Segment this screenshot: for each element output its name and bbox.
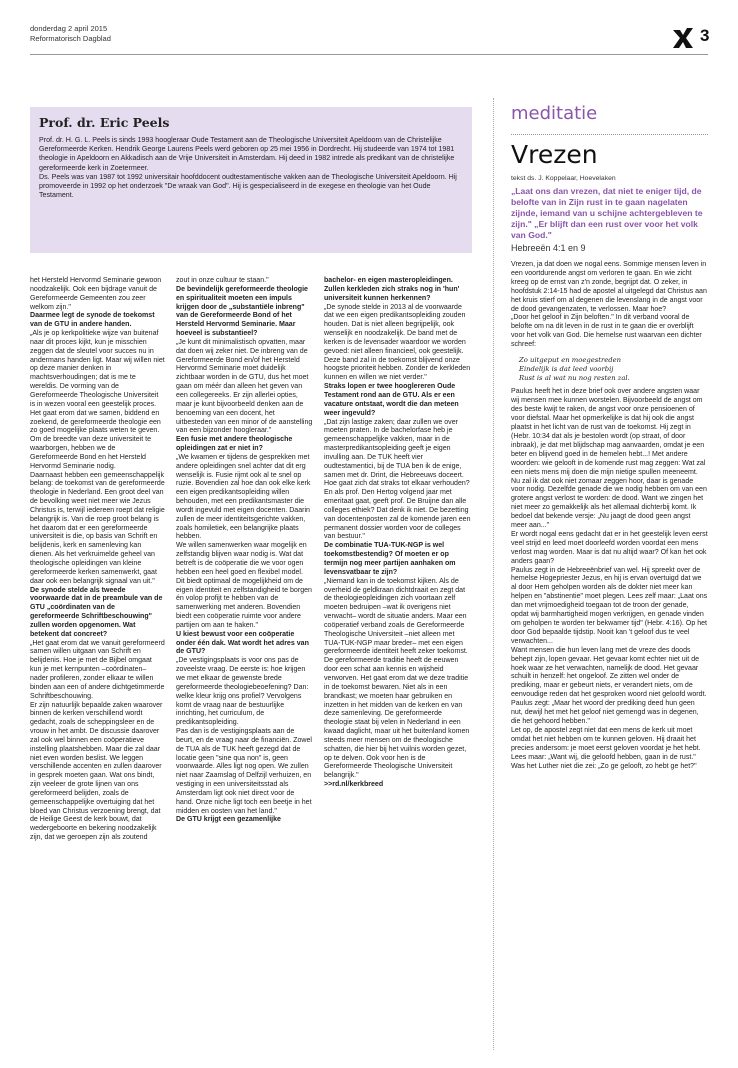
bio-box bbox=[30, 107, 472, 253]
poem-line: Zo uitgeput en moegestreden bbox=[519, 356, 621, 365]
article-column-1 bbox=[30, 277, 165, 843]
interview-question: U kiest bewust voor een coöperatie onder één dak. Wat wordt het adres van de GTU? bbox=[176, 630, 309, 656]
paragraph: Er wordt nogal eens gedacht dat er in het geestelijk leven eerst veel strijd en leed moet doorleefd worden voordat een mens verlost mag worden. Maar is dat nu altijd waar? Of kan het ook anders gaan? bbox=[511, 530, 708, 565]
bio-paragraph: Ds. Peels was van 1987 tot 1992 universitair hoofddocent oudtestamentische vakken aan de Theologische Universiteit Apeldoorn. Hij promoveerde in 1992 op het onderzoek "De wraak van God". Hij is gespecialiseerd in de exegese en theologie van het Oude Testament. bbox=[39, 172, 457, 200]
meditation-title: Vrezen bbox=[511, 140, 598, 169]
paragraph: Let op, de apostel zegt niet dat een mens de kerk uit moet omdat het niet hebben om te kunnen geloven. Hij draait het precies andersom: je moet eerst geloven voordat je het hebt. Lees maar: „Want wij, die geloofd hebben, gaan in de rust." Was het Luther niet die zei: „Zo ge gelooft, zo hebt ge het?" bbox=[511, 726, 701, 770]
rd-logo-icon bbox=[672, 27, 694, 49]
article-paragraph: Er zijn natuurlijk bepaalde zaken waarover binnen de kerken verschillend wordt gedacht, zoals de scheppingsleer en de vrouw in het ambt. De discussie daarover zal ook wel binnen een coöperatieve instelling plaatshebben. Maar die zal daar niet even worden beslist. We leggen verschillende accenten en zullen daarover in gesprek moeten gaan. Wat ons bindt, zijn veeleer de grote lijnen van ons gereformeerd belijden, zoals de gemeenschappelijke overtuiging dat het bloed van Christus verzoening brengt, dat de Heilige Geest de kerk bouwt, dat wedergeboorte en bekering noodzakelijk zijn, dat we geroepen zijn als zoutend bbox=[30, 701, 163, 842]
newspaper-name: Reformatorisch Dagblad bbox=[30, 34, 111, 43]
article-paragraph: zout in onze cultuur te staan." bbox=[176, 277, 269, 284]
meditation-body bbox=[511, 261, 708, 771]
article-column-3 bbox=[324, 277, 472, 790]
paragraph: Vrezen, ja dat doen we nogal eens. Sommige mensen leven in een voortdurende angst om verloren te gaan. En wie zicht kreeg op de ernst van z'n zonde, begrijpt dat. O zeker, in hoofdstuk 2:14-15 had de apostel al uitgelegd dat Christus aan het kruis stierf om al degenen die levenslang in de angst voor de dood gevangenzaten, te verlossen. Maar hoe? bbox=[511, 261, 707, 313]
meditation-section bbox=[511, 104, 708, 771]
article-paragraph: „Je kunt dit minimalistisch opvatten, maar dat doen wij zeker niet. De inbreng van de Gereformeerde Bond en/of het Hersteld Hervormd Seminarie moet duidelijk zichtbaar worden in de GTU, dus het moet gaan om méér dan alleen het geven van een collegereeks. Er zijn allerlei opties, maar je kunt bijvoorbeeld denken aan de benoeming van een docent, het uitbesteden van een minor of de aanstelling van een bijzonder hoogleraar." bbox=[176, 338, 313, 435]
section-divider bbox=[511, 134, 708, 135]
article-paragraph: Daarnaast hebben een gemeenschappelijk belang: de toekomst van de gereformeerde theologie in Nederland. Een groot deel van de bevolking weet niet meer wie Jezus Christus is, terwijl iedereen roept dat religie belangrijk is. Van die roep groot belang is het daarom dat er een gereformeerde universiteit is die, op basis van Schrift en belijdenis, kerk en samenleving kan dienen. Als het verkruimelde geheel van theologische opleidingen van kleine gereformeerde kerken samenwerkt, gaat daar ook een belangrijk signaal van uit." bbox=[30, 471, 165, 585]
article-paragraph: Pas dan is de vestigingsplaats aan de beurt, en de vraag naar de financiën. Zowel de TUA als de TUK heeft gezegd dat de locatie geen "sine qua non" is, geen voorwaarde. Alles ligt nog open. We zullen niet naar Zaamslag of Delfzijl verhuizen, en vestiging in een universiteitsstad als Amsterdam ligt ook niet direct voor de hand. Onze niche ligt toch een beetje in het midden en oosten van het land." bbox=[176, 728, 312, 815]
issue-date: donderdag 2 april 2015 bbox=[30, 24, 108, 33]
interview-question: bachelor- en eigen masteropleidingen. Zullen kerkleden zich straks nog in 'hun' universiteit kunnen herkennen? bbox=[324, 277, 460, 302]
bible-reference: Hebreeën 4:1 en 9 bbox=[511, 243, 586, 253]
interview-question: Straks lopen er twee hooglereren Oude Testament rond aan de GTU. Als er een vacature ontstaat, wordt die dan meteen weer ingevuld? bbox=[324, 383, 459, 417]
interview-question: Een fusie met andere theologische opleidingen zat er niet in? bbox=[176, 436, 293, 453]
page-number: 3 bbox=[700, 26, 710, 45]
article-paragraph: „Niemand kan in de toekomst kijken. Als de overheid de geldkraan dichtdraait en zegt dat de theologieopleidingen zich voortaan zelf moeten bedruipen –wat ik overigens niet verwacht– wordt de situatie anders. Maar een coöperatief verband zoals de Gereformeerde Theologische Universiteit –niet alleen met TUA-TUK-NGP maar breder– met een eigen gereformeerde identiteit heeft zeker toekomst. bbox=[324, 577, 468, 656]
article-paragraph: „We kwamen er tijdens de gesprekken met andere opleidingen snel achter dat dit erg wenselijk is. Fusie rijmt ook al te snel op ruzie. Bovendien zal hoe dan ook elke kerk een eigen predikantsopleiding willen behouden, met een predikantsmaster die wordt ingevuld met eigen docenten. Daarin zullen de meer identiteitsgerichte vakken, zoals homiletiek, een belangrijke plaats hebben. bbox=[176, 453, 311, 541]
bio-paragraph: Prof. dr. H. G. L. Peels is sinds 1993 hoogleraar Oude Testament aan de Theologische Universiteit Apeldoorn van de Christelijke Gereformeerde Kerken. Hendrik George Laurens Peels werd geboren op 25 mei 1956 in Dordrecht. Hij studeerde van 1974 tot 1981 theologie in Apeldoorn en Akkadisch aan de Vrije Universiteit in Amsterdam. Hij deed in 1982 intrede als predikant van de christelijke gereformeerde kerk in Zoetermeer. bbox=[39, 136, 455, 172]
interview-question: Daarmee legt de synode de toekomst van de GTU in andere handen. bbox=[30, 312, 155, 329]
poem-line: Rust is al wat nu nog resten zal. bbox=[519, 373, 630, 382]
article-paragraph: „De synode stelde in 2013 al de voorwaarde dat we een eigen predikantsopleiding zouden houden. Dat is niet alleen begrijpelijk, ook wenselijk en noodzakelijk. De band met de kerken is de levensader waardoor we worden gevoed: niet alleen financieel, ook geestelijk. Deze band zal in de toekomst blijvend onze hoogste prioriteit hebben. Zonder de kerkleden kunnen en willen we niet verder." bbox=[324, 303, 471, 382]
paragraph: Want mensen die hun leven lang met de vreze des doods behept zijn, lopen gevaar. Het gevaar komt echter niet uit de hoek waar ze het verwachten, namelijk de dood. Het gevaar schuilt in henzelf: het ongeloof. Ze zitten wel onder de prediking, maar er gebeurt niets, er verandert niets, om de eenvoudige reden dat het gesproken woord niet geloofd wordt. Paulus zegt: „Maar het woord der prediking deed hun geen nut, dewijl het met het geloof niet gemengd was in degenen, die het gehoord hebben." bbox=[511, 646, 707, 725]
paragraph: „Door het geloof in Zijn beloften." In dit verband vooral de belofte om na dit leven in de rust in te gaan die er overblijft voor het volk van God. Die hemelse rust waarvan een dichter schreef: bbox=[511, 314, 702, 349]
poem-quote bbox=[519, 356, 708, 382]
article-paragraph: We willen samenwerken waar mogelijk en zelfstandig blijven waar nodig is. Wat dat betreft is de coöperatie die we voor ogen hebben een heel goed en flexibel model. Dit biedt optimaal de mogelijkheid om de eigen identiteit en zelfstandigheid te borgen én volop profijt te hebben van de samenwerking met anderen. Bovendien biedt een coöperatie ruimte voor andere partijen om aan te haken." bbox=[176, 542, 312, 629]
article-paragraph: „Dat zijn lastige zaken; daar zullen we over moeten praten. In de bachelorfase heb je gemeenschappelijke vakken, maar in de masterpredikantsopleiding geeft je eigen invulling aan. De TUK heeft vier oudtestamentici, bij de TUA ben ik de enige, samen met dr. Drint, die Hebreeuws doceert. Hoe gaat zich dat straks tot elkaar verhouden? En als prof. Den Hertog volgend jaar met emeritaat gaat, geeft prof. De Bruijne dan alle colleges ethiek? Dat denk ik niet. De bezetting van docentenposten zal de komende jaren een permanent dossier worden voor de colleges van bestuur." bbox=[324, 418, 471, 541]
interview-question: De bevindelijk gereformeerde theologie en spiritualiteit moeten een impuls krijgen door de „substantiële inbreng" van de Gereformeerde Bond of het Hersteld Hervormd Seminarie. Maar hoeveel is substantieel? bbox=[176, 285, 308, 338]
page-header-date-block bbox=[30, 24, 111, 44]
interview-question: De synode stelde als tweede voorwaarde dat in de preambule van de GTU „coördinaten van de gereformeerde Schriftbeschouwing" zullen worden opgenomen. Wat betekent dat concreet? bbox=[30, 586, 163, 638]
header-divider bbox=[30, 54, 708, 55]
paragraph: Paulus zegt in de Hebreeënbrief van wel. Hij spreekt over de hemelse Hogepriester Jezus, en hij is ervan overtuigd dat we al door Hem geholpen worden als de dokter niet meer kan helpen en "abstinentie" moet plegen. Lees zelf maar: „Laat ons dan met vrijmoedigheid toegaan tot de troon der genade, opdat wij barmhartigheid mogen verkrijgen, en genade vinden om geholpen te worden ter bekwamer tijd" (Hebr. 4:16). Op het door God bepaalde tijdstip. Nooit kan 't geloof dus te veel verwachten... bbox=[511, 566, 708, 645]
paragraph: Paulus heeft het in deze brief ook over andere angsten waar wij mensen mee kunnen worstelen. Bijvoorbeeld de angst om des beste kwijt te raken, de angst voor onze pensioenen of voor diefstal. Maar het opmerkelijke is dat hij ook die angst plaatst in het licht van de rust van de toekomst. Hij zegt in (Hebr. 10:34 dat als je bestolen wordt (op straat, of door inbraak), je dat met blijdschap mag aanvaarden, omdat je een beter en blijvend goed in de hemelen hebt...! Met andere woorden: wie gelooft in de komende rust mag zeggen: Wat zal een niets mens mij doen die mijn nietige spullen meeneemt. bbox=[511, 388, 706, 476]
poem-line: Eindelijk is dat leed voorbij bbox=[519, 364, 614, 373]
section-label: meditatie bbox=[511, 103, 598, 124]
article-column-2 bbox=[176, 277, 313, 825]
meditation-byline: tekst ds. J. Koppelaar, Hoevelaken bbox=[511, 175, 616, 182]
interview-question: De combinatie TUA-TUK-NGP is wel toekomstbestendig? Of moeten er op termijn nog meer partijen aanhaken om levensvatbaar te zijn? bbox=[324, 542, 456, 576]
article-paragraph: „Het gaat erom dat we vanuit gereformeerd samen willen uitgaan van Schrift en belijdenis. Hoe je met de Bijbel omgaat kun je met kernpunten –coördinaten– nader profileren, zonder elkaar te willen binden aan een of andere dichtgetimmerde Schriftbeschouwing. bbox=[30, 639, 165, 700]
paragraph: Nu zal ik dat ook niet zomaar zeggen hoor, daar is genade voor nodig. Dezelfde genade die we nodig hebben om van een grotere angst verlost te worden: de dood. Want we zingen het niet meer zo gemakkelijk als het allemaal dichterbij komt. Ik bedoel dat bekende versje: „Nu jaagt de dood geen angst meer aan..." bbox=[511, 477, 707, 530]
bio-title: Prof. dr. Eric Peels bbox=[39, 115, 170, 130]
interview-question: >>rd.nl/kerkbreed bbox=[324, 781, 384, 789]
column-divider bbox=[493, 98, 494, 1050]
article-paragraph: het Hersteld Hervormd Seminarie gewoon noodzakelijk. Ook een bijdrage vanuit de Gereformeerde Gemeenten zou zeer welkom zijn." bbox=[30, 277, 162, 311]
bible-quote: „Laat ons dan vrezen, dat niet te eniger tijd, de belofte van in Zijn rust in te gaan nagelaten zijnde, iemand van u schijne achtergebleven te zijn." „Er blijft dan een rust over voor het volk van God." bbox=[511, 186, 703, 240]
article-paragraph: „De vestigingsplaats is voor ons pas de zoveelste vraag. De eerste is: hoe krijgen we met elkaar de gewenste brede gereformeerde theologiebeoefening? Dan: welke kleur krijg ons profiel? Vervolgens komt de vraag naar de bestuurlijke inrichting, het curriculum, de predikantsopleiding. bbox=[176, 657, 309, 727]
interview-question: De GTU krijgt een gezamenlijke bbox=[176, 816, 281, 824]
article-paragraph: De gereformeerde traditie heeft de eeuwen door een schat aan kennis en wijsheid verworven. Het gaat erom dat we deze traditie in de toekomst bewaren. Niet als in een brandkast; we moeten haar gebruiken en inzetten in het midden van de kerken en van deze samenleving. De gereformeerde theologie staat bij velen in Nederland in een kwaad daglicht, maar uit het buitenland komen steeds meer mensen om de theologische schatten, die hier bij het vuilnis worden gezet, op te delven. Ook voor hen is de Gereformeerde Theologische Universiteit belangrijk." bbox=[324, 657, 470, 780]
article-paragraph: „Als je op kerkpolitieke wijze van buitenaf naar dit proces kijkt, kun je misschien zeggen dat de sleutel voor succes nu in andermans handen ligt. Maar wij willen niet op deze manier denken in machtsverhoudingen; dat is me te wereldis. De vorming van de Gereformeerde Theologische Universiteit is in wezen vooral een geestelijk proces. Het gaat erom dat we samen, biddend en zoekend, de gereformeerde theologie een zo goed mogelijke plaats weten te geven. Om de breedte van deze universiteit te waarborgen, hebben we de Gereformeerde Bond en het Hersteld Hervormd Seminarie nodig. bbox=[30, 330, 165, 470]
